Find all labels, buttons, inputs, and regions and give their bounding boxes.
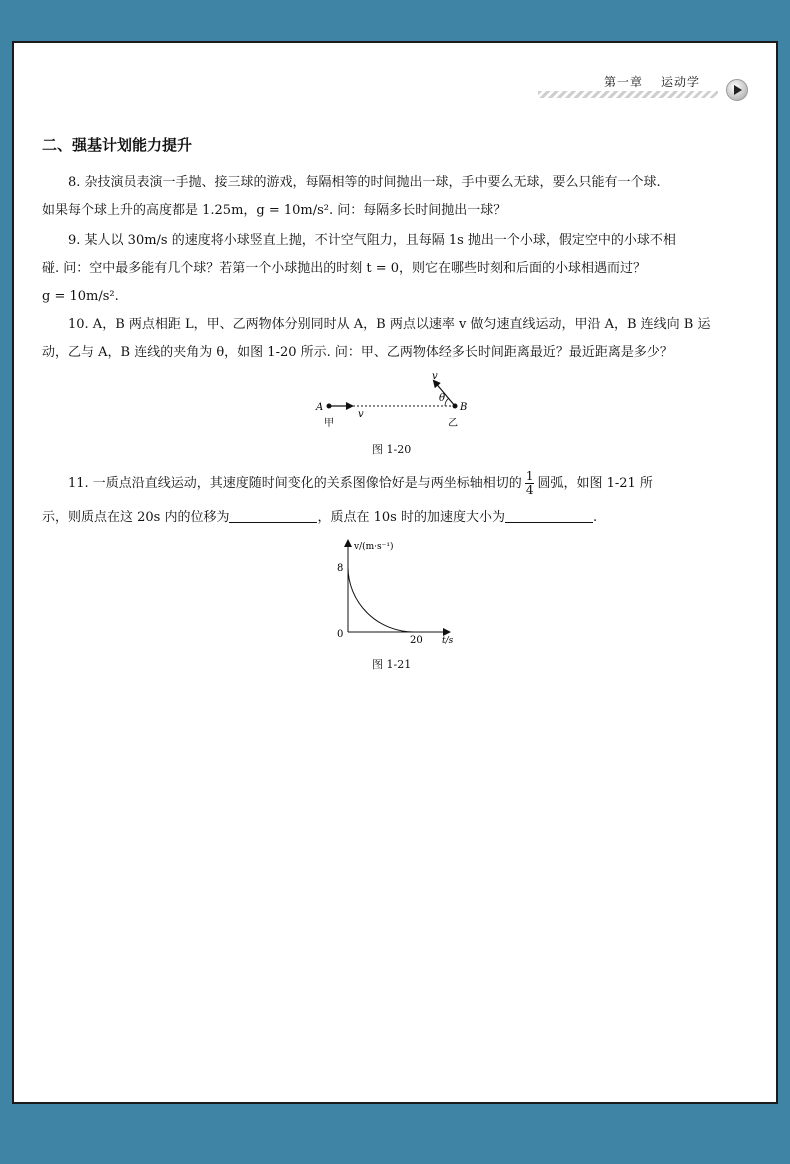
label-a: A	[316, 402, 324, 413]
problem-8	[42, 169, 748, 225]
label-jia: 甲	[324, 418, 334, 429]
problem-8-line-2: 如果每个球上升的高度都是 1.25m，g = 10m/s². 问：每隔多长时间抛出一球？	[42, 203, 507, 218]
chapter-title: 运动学	[660, 75, 700, 89]
problem-9-line-3: g = 10m/s².	[42, 289, 119, 304]
problem-11-line-1a: 11. 一质点沿直线运动，其速度随时间变化的关系图像恰好是与两坐标轴相切的	[68, 476, 522, 491]
problem-11-line-2b: ，质点在 10s 时的加速度大小为	[317, 510, 505, 525]
problem-11-line-1b: 圆弧，如图 1-21 所	[537, 476, 653, 491]
theta-arc	[445, 398, 449, 406]
problem-11-line-2c: .	[592, 510, 598, 525]
page-header	[548, 73, 748, 103]
origin-label: 0	[337, 629, 344, 640]
problem-9-line-1: 9. 某人以 30m/s 的速度将小球竖直上抛，不计空气阻力，且每隔 1s 抛出一个小球，假定空中的小球不相	[68, 233, 676, 248]
velocity-curve	[348, 567, 414, 632]
label-theta: θ	[439, 393, 446, 404]
chapter-header	[586, 73, 700, 90]
problem-9-line-2: 碰. 问：空中最多能有几个球？若第一个小球抛出的时刻 t = 0，则它在哪些时刻和后面的小球相遇而过？	[42, 261, 647, 276]
problem-11-line-2a: 示，则质点在这 20s 内的位移为	[42, 510, 230, 525]
y-axis-label: v/(m·s⁻¹)	[354, 542, 394, 552]
label-v-yi: v	[432, 371, 438, 382]
figure-1-20-caption: 图 1-20	[372, 443, 412, 456]
section-title: 二、强基计划能力提升	[42, 136, 193, 154]
fraction-numerator: 1	[525, 469, 534, 483]
label-v-jia: v	[358, 409, 364, 420]
fraction-denominator: 4	[525, 483, 534, 497]
answer-blank-displacement[interactable]	[229, 508, 317, 523]
chapter-number: 第一章	[603, 75, 643, 89]
problem-10	[42, 311, 748, 367]
y-tick-label: 8	[337, 563, 344, 574]
figure-1-21-chart	[334, 537, 464, 649]
fraction-one-quarter	[525, 470, 535, 497]
problem-10-line-1: 10. A，B 两点相距 L，甲、乙两物体分别同时从 A，B 两点以速率 v 做匀速直线运动，甲沿 A，B 连线向 B 运	[68, 317, 711, 332]
problem-9	[42, 227, 748, 311]
problem-8-line-1: 8. 杂技演员表演一手抛、接三球的游戏，每隔相等的时间抛出一球，手中要么无球，要么只能有一个球.	[68, 175, 661, 190]
x-axis-label: t/s	[442, 636, 454, 646]
label-b: B	[460, 402, 468, 413]
problem-11-line-1	[42, 467, 748, 501]
answer-blank-acceleration[interactable]	[505, 508, 593, 523]
label-yi: 乙	[448, 418, 458, 429]
figure-1-20	[312, 368, 482, 436]
problem-10-line-2: 动，乙与 A，B 连线的夹角为 θ，如图 1-20 所示. 问：甲、乙两物体经多长时间距离最近？最近距离是多少？	[42, 345, 673, 360]
problem-11-line-2	[42, 501, 748, 535]
problem-11	[42, 467, 748, 535]
header-decoration	[538, 91, 718, 98]
x-tick-label: 20	[410, 635, 423, 646]
figure-1-21-caption: 图 1-21	[372, 658, 412, 671]
play-icon	[726, 79, 748, 101]
document-page	[12, 41, 778, 1104]
